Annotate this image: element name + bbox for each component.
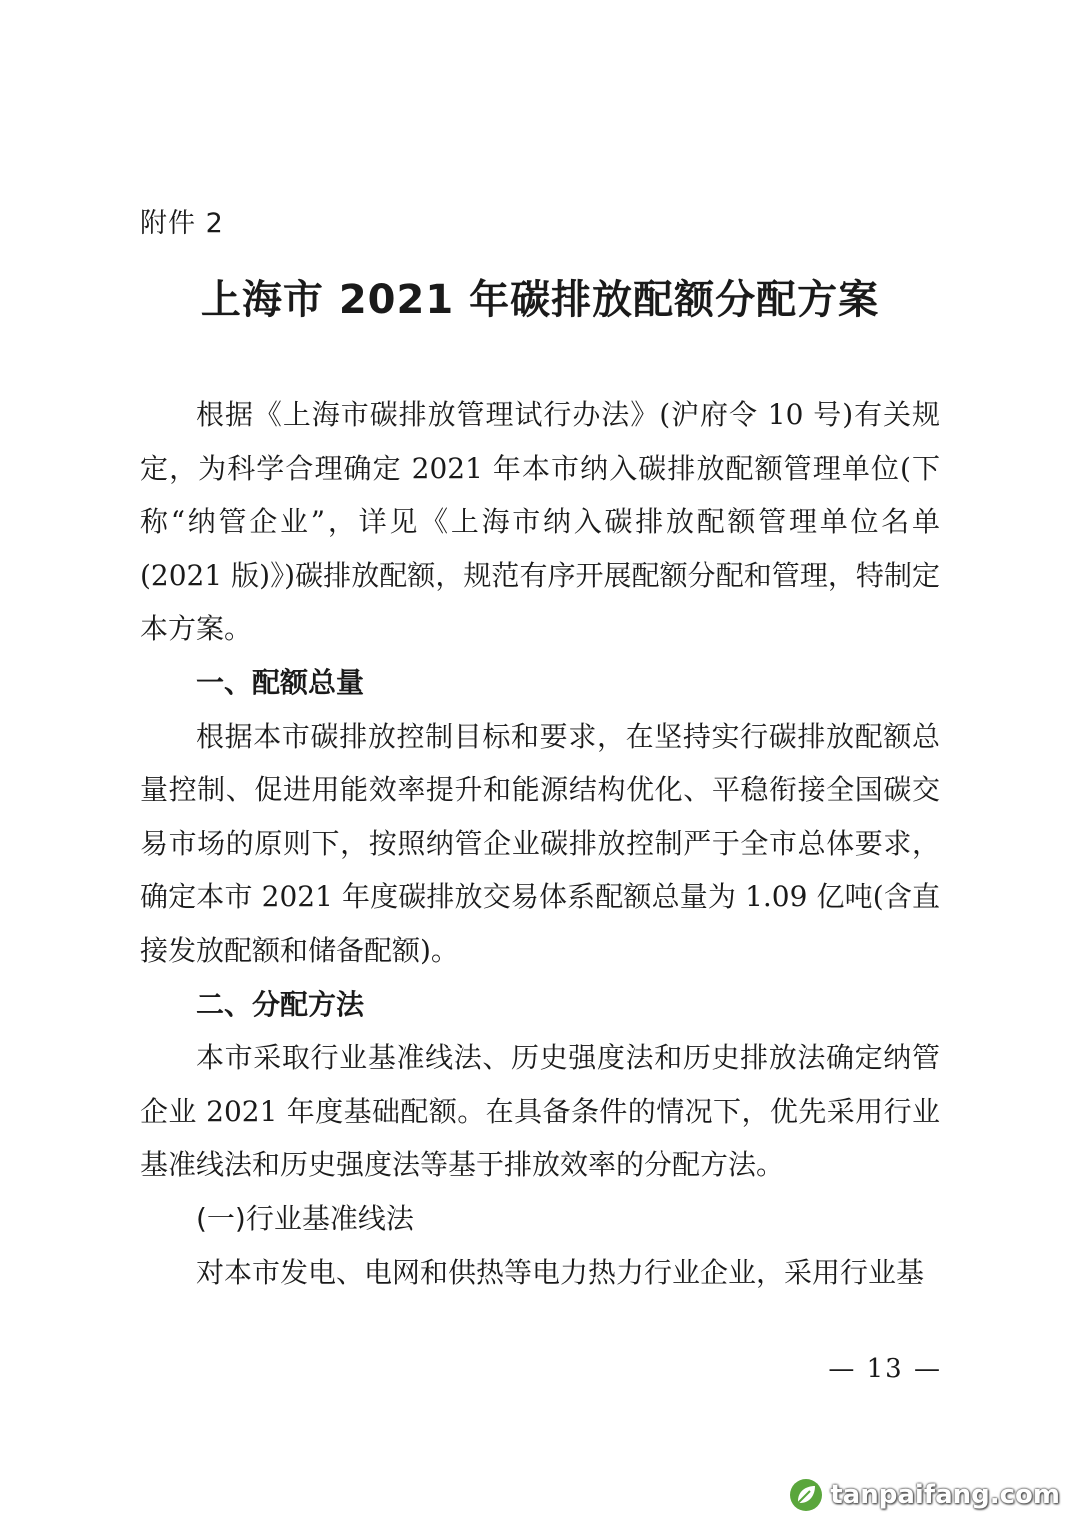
method-historical-emission: 历史排放法 xyxy=(682,1041,827,1075)
page-title: 上海市 2021 年碳排放配额分配方案 xyxy=(200,277,880,323)
watermark xyxy=(788,1477,1060,1513)
method-benchmark: 行业基准线法 xyxy=(310,1041,483,1075)
section-paragraph-allocation-method xyxy=(140,1031,940,1192)
attachment-label: 附件 2 xyxy=(140,208,224,239)
text-span: 、 xyxy=(482,1041,512,1075)
text-span: 和 xyxy=(654,1041,683,1075)
section-heading-allocation-method: 二、分配方法 xyxy=(196,987,365,1021)
method-historical-intensity: 历史强度法 xyxy=(511,1041,655,1075)
subsection-heading-benchmark: (一)行业基准线法 xyxy=(196,1201,414,1235)
page-number: — 13 — xyxy=(828,1354,942,1384)
subsection-paragraph-benchmark: 对本市发电、电网和供热等电力热力行业企业，采用行业基 xyxy=(196,1255,925,1289)
section-paragraph-total-quota: 根据本市碳排放控制目标和要求，在坚持实行碳排放配额总量控制、促进用能效率提升和能源结构优化、平稳衔接全国碳交易市场的原则下，按照纳管企业碳排放控制严于全市总体要求，确定本市 2021 年度碳排放交易体系配额总量为 1.09 亿吨(含直接发放配额和储备配额)。 xyxy=(140,719,940,967)
section-heading-total-quota: 一、配额总量 xyxy=(196,665,365,699)
text-span: 确定纳管企业 2021 年度基础配额。在具备条件的情况下，优先采用行业基准线法和历史强度法等基于排放效率的分配方法。 xyxy=(140,1041,940,1182)
document-body xyxy=(140,388,940,1299)
intro-paragraph: 根据《上海市碳排放管理试行办法》(沪府令 10 号)有关规定，为科学合理确定 2021 年本市纳入碳排放配额管理单位(下称“纳管企业”，详见《上海市纳入碳排放配额管理单位名单(2021 版)》)碳排放配额，规范有序开展配额分配和管理，特制定本方案。 xyxy=(140,398,940,646)
leaf-logo-icon xyxy=(788,1477,824,1513)
text-span: 本市采取 xyxy=(196,1041,311,1075)
watermark-text: tanpaifang.com xyxy=(830,1480,1060,1510)
